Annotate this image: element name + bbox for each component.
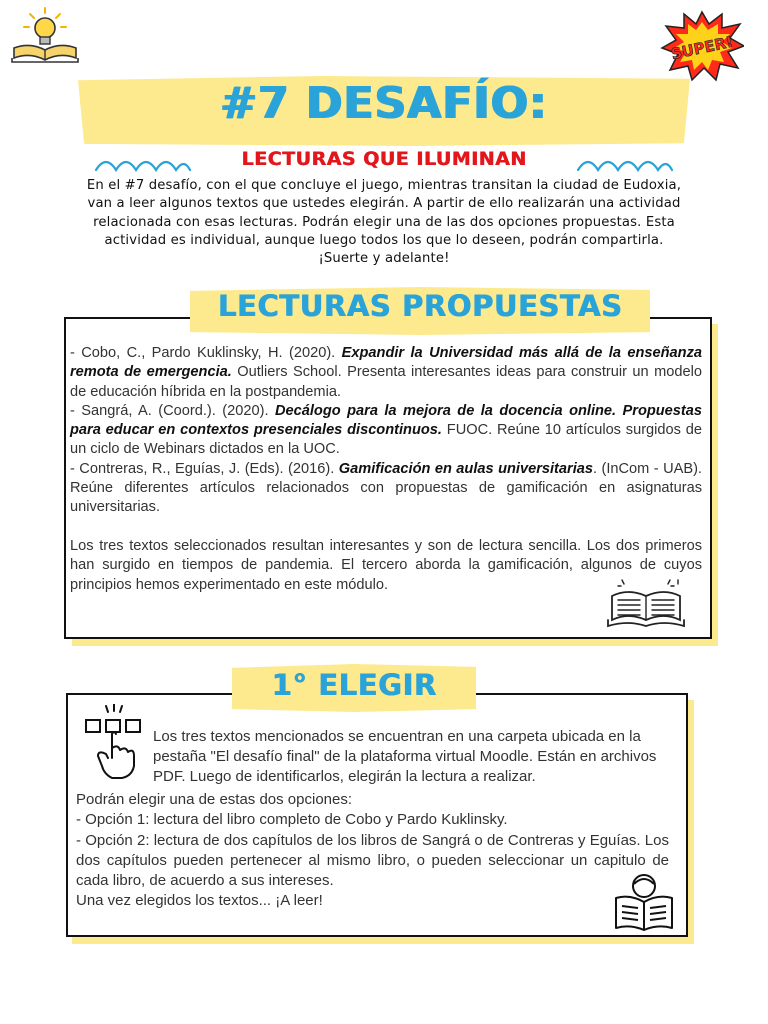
options-intro: Podrán elegir una de estas dos opciones: — [76, 791, 353, 808]
reading-author: - Cobo, C., Pardo Kuklinsky, H. (2020). — [70, 345, 342, 361]
option-1: - Opción 1: lectura del libro completo de Cobo y Pardo Kuklinsky. — [76, 811, 508, 829]
option-2: - Opción 2: lectura de dos capítulos de los libros de Sangrá o de Contreras y Eguías. Los dos capítulos pueden pertenecer al mismo libro, o pueden seleccionar un capitulo de cada libro, de acuerdo a sus intereses. — [76, 831, 669, 890]
reading-entry — [70, 344, 702, 402]
super-burst-icon — [660, 10, 744, 82]
readings-list — [70, 344, 702, 595]
reading-entry — [70, 402, 702, 460]
subtitle: LECTURAS QUE ILUMINAN — [241, 148, 527, 170]
section-heading-choose: 1° ELEGIR — [271, 668, 437, 702]
readings-closing: Los tres textos seleccionados resultan interesantes y son de lectura sencilla. Los dos primeros han surgido en tiempos de pandemia. El tercero aborda la gamificación, algunos de cuyos principios hemos experimentado en este módulo. — [70, 537, 702, 593]
person-reading-icon — [612, 872, 676, 934]
reading-description: FUOC. Reúne 10 artículos surgidos de un ciclo de Webinars dictados en la UOC. — [70, 422, 702, 458]
reading-title: Expandir la Universidad más allá de la enseñanza remota de emergencia. — [70, 345, 702, 381]
choose-intro: Los tres textos mencionados se encuentran en una carpeta ubicada en la pestaña "El desafío final" de la plataforma virtual Moodle. Están en archivos PDF. Luego de identificarlos, elegirán la lectura a realizar. — [153, 728, 657, 785]
hand-select-icon — [84, 704, 146, 780]
reading-entry — [70, 460, 702, 518]
closing-line: Una vez elegidos los textos... ¡A leer! — [76, 892, 323, 910]
section-heading-readings: LECTURAS PROPUESTAS — [217, 289, 623, 323]
reading-description: Outliers School. Presenta interesantes ideas para construir un modelo de educación híbrida en la postpandemia. — [70, 364, 702, 400]
reading-title: Gamificación en aulas universitarias — [338, 460, 593, 477]
super-badge-text: SUPER! — [669, 32, 735, 64]
page-title: #7 DESAFÍO: — [220, 78, 548, 129]
choose-options — [76, 790, 669, 912]
intro-paragraph: En el #7 desafío, con el que concluye el juego, mientras transitan la ciudad de Eudoxia, van a leer algunos textos que ustedes elegirán. A partir de ello realizarán una actividad relacionada con esas lecturas. Podrán elegir una de las dos opciones propuestas. Esta actividad es individual, aunque luego todos los que lo deseen, podrán compartirla. ¡Suerte y adelante! — [86, 178, 682, 267]
reading-description: . (InCom - UAB). Reúne diferentes artículos relacionados con propuestas de gamificación en asignaturas universitarias. — [70, 460, 702, 516]
lightbulb-book-icon — [8, 6, 82, 64]
open-book-icon — [606, 576, 686, 630]
reading-author: - Contreras, R., Eguías, J. (Eds). (2016). — [70, 460, 339, 477]
reading-author: - Sangrá, A. (Coord.). (2020). — [70, 402, 275, 419]
reading-title: Decálogo para la mejora de la docencia online. Propuestas para educar en contextos presenciales discontinuos. — [70, 402, 703, 439]
